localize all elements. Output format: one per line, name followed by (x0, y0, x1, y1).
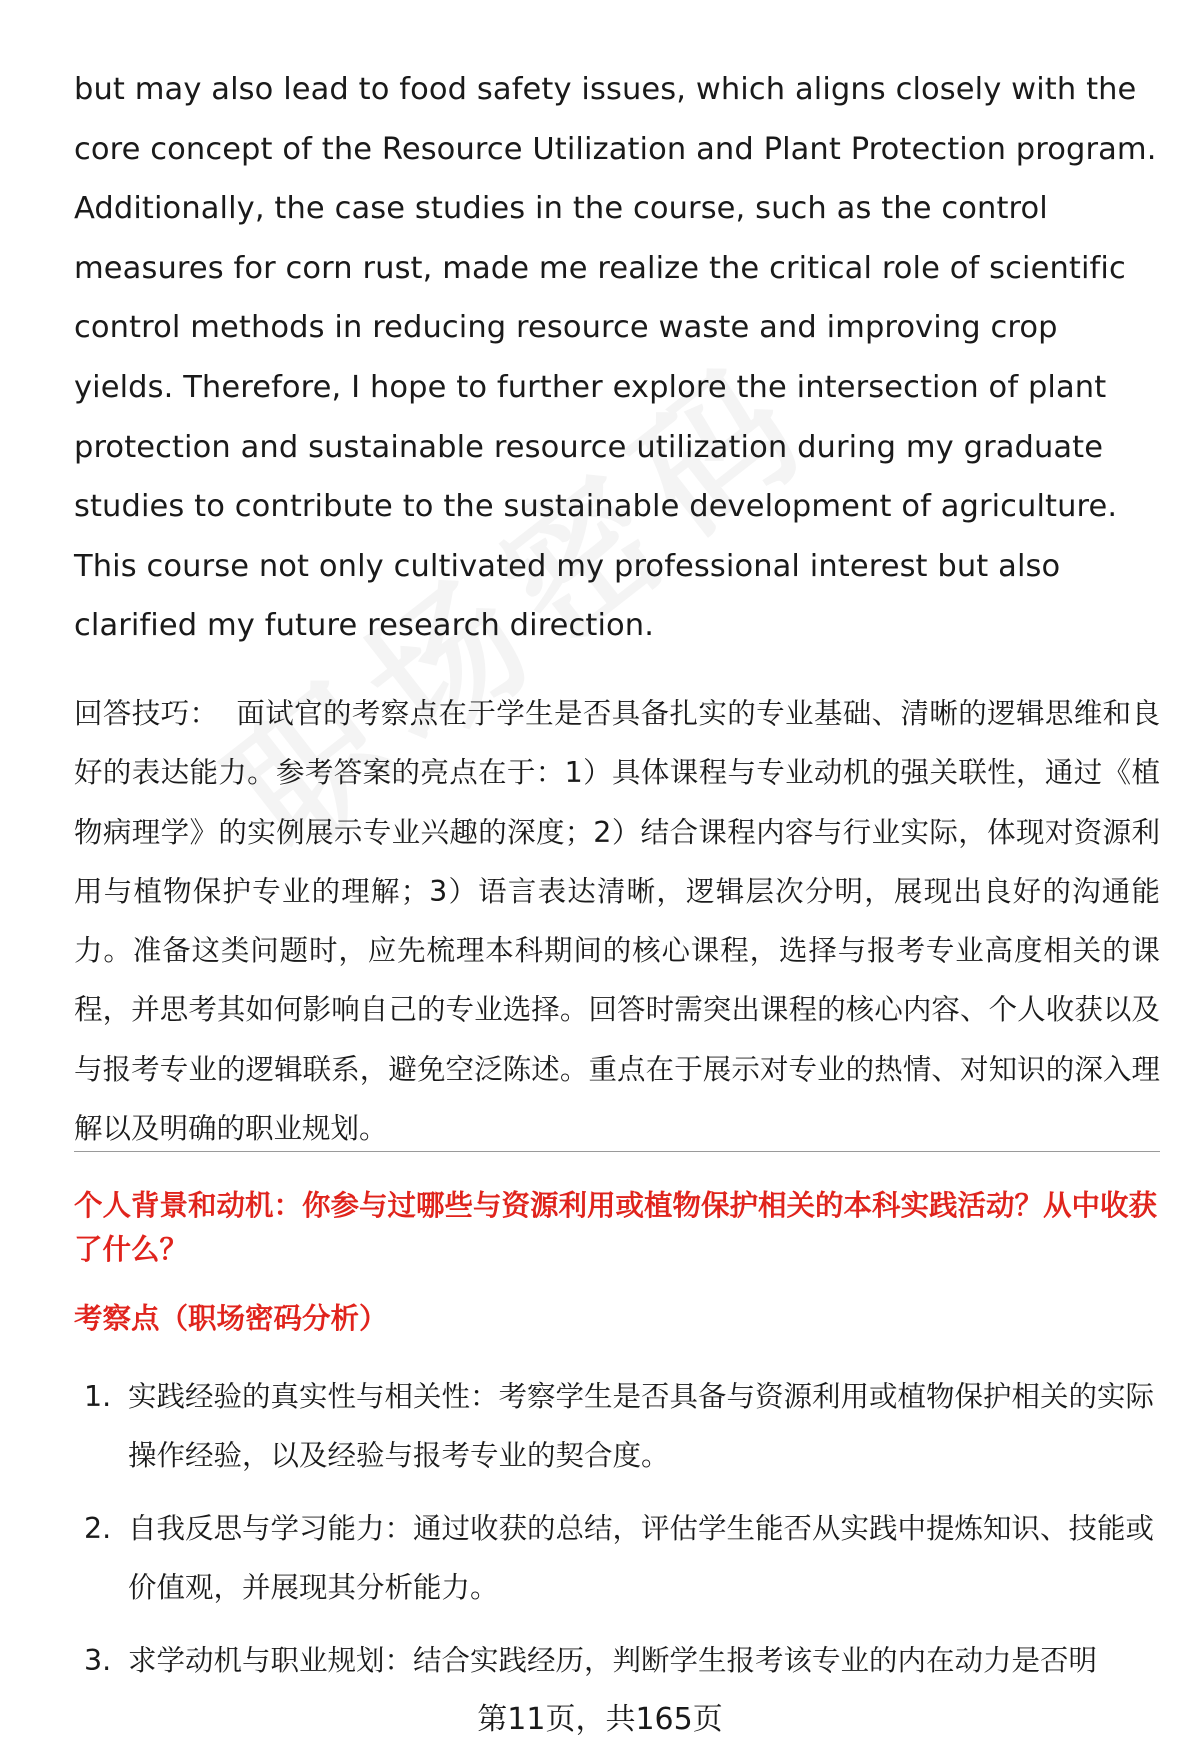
assessment-heading: 考察点（职场密码分析） (74, 1302, 388, 1335)
assessment-point-number: 1. (84, 1380, 112, 1413)
interview-question: 个人背景和动机：你参与过哪些与资源利用或植物保护相关的本科实践活动？从中收获了什么？ (74, 1189, 1158, 1266)
page-content (74, 60, 1160, 1158)
assessment-point-number: 3. (84, 1644, 112, 1677)
assessment-point-text: 自我反思与学习能力：通过收获的总结，评估学生能否从实践中提炼知识、技能或价值观，并展现其分析能力。 (128, 1512, 1155, 1604)
answer-tips-paragraph (74, 684, 1160, 1158)
answer-tips-label: 回答技巧： (74, 696, 219, 730)
section-divider (74, 1151, 1160, 1152)
assessment-points-list (74, 1367, 1160, 1704)
assessment-point-text: 实践经验的真实性与相关性：考察学生是否具备与资源利用或植物保护相关的实际操作经验，以及经验与报考专业的契合度。 (128, 1380, 1155, 1472)
assessment-point (74, 1631, 1160, 1690)
assessment-point-text: 求学动机与职业规划：结合实践经历，判断学生报考该专业的内在动力是否明 (128, 1644, 1098, 1677)
english-answer-paragraph: but may also lead to food safety issues, which aligns closely with the core concept of the Resource Utilization and Plant Protection program. Additionally, the case studies in the course, such as the control measures for corn rust, made me realize the critical role of scientific control methods in reducing resource waste and improving crop yields. Therefore, I hope to further explore the intersection of plant protection and sustainable resource utilization during my graduate studies to contribute to the sustainable development of agriculture. This course not only cultivated my professional interest but also clarified my future research direction. (74, 72, 1157, 644)
assessment-point (74, 1367, 1160, 1485)
answer-tips-text: 面试官的考察点在于学生是否具备扎实的专业基础、清晰的逻辑思维和良好的表达能力。参考答案的亮点在于：1）具体课程与专业动机的强关联性，通过《植物病理学》的实例展示专业兴趣的深度；2）结合课程内容与行业实际，体现对资源利用与植物保护专业的理解；3）语言表达清晰，逻辑层次分明，展现出良好的沟通能力。准备这类问题时，应先梳理本科期间的核心课程，选择与报考专业高度相关的课程，并思考其如何影响自己的专业选择。回答时需突出课程的核心内容、个人收获以及与报考专业的逻辑联系，避免空泛陈述。重点在于展示对专业的热情、对知识的深入理解以及明确的职业规划。 (74, 696, 1160, 1146)
assessment-point-number: 2. (84, 1512, 112, 1545)
page-number-footer: 第11页，共165页 (477, 1702, 723, 1737)
assessment-point (74, 1499, 1160, 1617)
